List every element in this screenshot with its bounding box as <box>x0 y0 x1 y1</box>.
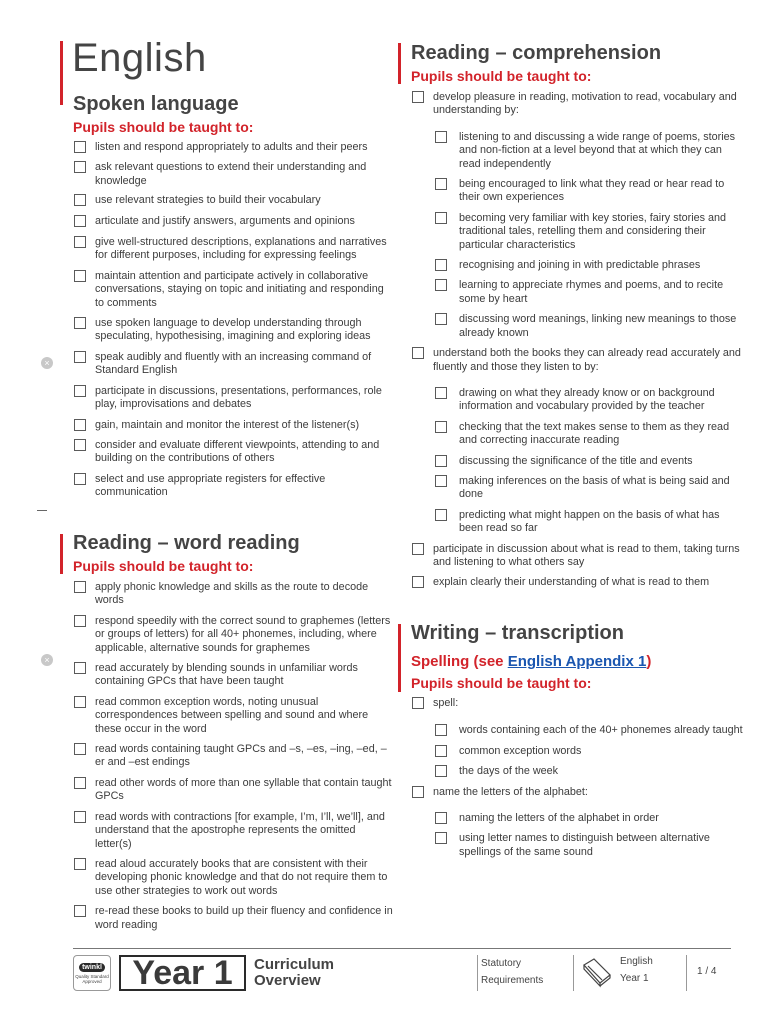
list-item: articulate and justify answers, arguments and opinions <box>60 215 395 228</box>
section-accent-bar <box>398 43 401 84</box>
list-item: being encouraged to link what they read or hear read to their own experiences <box>398 178 743 205</box>
logo-brand: twinkl <box>79 963 105 972</box>
list-item: words containing each of the 40+ phonemes already taught <box>398 724 743 737</box>
list-item: participate in discussion about what is read to them, taking turns and listening to what others say <box>398 543 743 570</box>
checkbox[interactable] <box>435 832 447 844</box>
checkbox[interactable] <box>412 543 424 555</box>
checkbox[interactable] <box>435 387 447 399</box>
subject-year-label: English Year 1 <box>620 956 653 984</box>
checkbox[interactable] <box>435 212 447 224</box>
footer-separator <box>477 955 478 991</box>
logo-tagline: Quality Standard Approved <box>75 973 109 984</box>
list-item: give well-structured descriptions, explanations and narratives for different purposes, including for expressing feelings <box>60 236 395 263</box>
checkbox[interactable] <box>435 178 447 190</box>
list-item: develop pleasure in reading, motivation to read, vocabulary and understanding by: <box>398 91 743 118</box>
checkbox[interactable] <box>435 812 447 824</box>
checkbox[interactable] <box>412 786 424 798</box>
list-item: speak audibly and fluently with an increasing command of Standard English <box>60 351 395 378</box>
section-accent-bar <box>60 41 63 105</box>
transcription-list <box>398 697 743 859</box>
spoken-language-heading: Spoken language <box>73 93 239 115</box>
list-item: consider and evaluate different viewpoints, attending to and building on the contributions of others <box>60 439 395 466</box>
comprehension-heading: Reading – comprehension <box>411 42 662 64</box>
year-badge: Year 1 <box>119 955 246 991</box>
list-item: apply phonic knowledge and skills as the route to decode words <box>60 581 395 608</box>
spoken-language-subheading: Pupils should be taught to: <box>73 119 254 135</box>
list-item: naming the letters of the alphabet in order <box>398 812 743 825</box>
checkbox[interactable] <box>74 581 86 593</box>
checkbox[interactable] <box>412 91 424 103</box>
transcription-subheading: Pupils should be taught to: <box>411 675 592 691</box>
checkbox[interactable] <box>435 279 447 291</box>
list-item: spell: <box>398 697 743 710</box>
footer-divider <box>73 948 731 949</box>
spelling-subheading: Spelling (see English Appendix 1) <box>411 653 652 670</box>
checkbox[interactable] <box>435 421 447 433</box>
list-item: maintain attention and participate actively in collaborative conversations, staying on topic and initiating and responding to comments <box>60 270 395 310</box>
word-reading-heading: Reading – word reading <box>73 532 300 554</box>
list-item: drawing on what they already know or on background information and vocabulary provided by the teacher <box>398 387 743 414</box>
checkbox[interactable] <box>74 419 86 431</box>
checkbox[interactable] <box>74 777 86 789</box>
checkbox[interactable] <box>412 697 424 709</box>
transcription-heading: Writing – transcription <box>411 622 624 644</box>
list-item: read words containing taught GPCs and –s, –es, –ing, –ed, –er and –est endings <box>60 743 395 770</box>
checkbox[interactable] <box>435 259 447 271</box>
statutory-requirements-label: Statutory Requirements <box>481 958 544 986</box>
list-item: re-read these books to build up their fluency and confidence in word reading <box>60 905 395 932</box>
document-title: English <box>72 36 207 80</box>
remove-icon[interactable]: × <box>41 654 53 666</box>
list-item: ask relevant questions to extend their understanding and knowledge <box>60 161 395 188</box>
checkbox[interactable] <box>74 696 86 708</box>
checkbox[interactable] <box>435 313 447 325</box>
book-icon <box>580 955 614 989</box>
word-reading-subheading: Pupils should be taught to: <box>73 558 254 574</box>
remove-icon[interactable]: × <box>41 357 53 369</box>
section-accent-bar <box>60 534 63 574</box>
footer-separator <box>573 955 574 991</box>
checkbox[interactable] <box>435 724 447 736</box>
list-item: discussing word meanings, linking new meanings to those already known <box>398 313 743 340</box>
footer-separator <box>686 955 687 991</box>
list-item: becoming very familiar with key stories, fairy stories and traditional tales, retelling them and considering their particular characteristics <box>398 212 743 252</box>
list-item: participate in discussions, presentations, performances, role play, improvisations and debates <box>60 385 395 412</box>
list-item: recognising and joining in with predictable phrases <box>398 259 743 272</box>
checkbox[interactable] <box>74 743 86 755</box>
checkbox[interactable] <box>74 161 86 173</box>
checkbox[interactable] <box>74 270 86 282</box>
list-item: select and use appropriate registers for effective communication <box>60 473 395 500</box>
word-reading-list <box>60 581 395 932</box>
list-item: listening to and discussing a wide range of poems, stories and non-fiction at a level beyond that at which they can read independently <box>398 131 743 171</box>
checkbox[interactable] <box>74 662 86 674</box>
checkbox[interactable] <box>435 475 447 487</box>
margin-dash <box>37 510 47 511</box>
list-item: understand both the books they can already read accurately and fluently and those they listen to by: <box>398 347 743 374</box>
twinkl-logo <box>73 955 111 991</box>
curriculum-overview-label: Curriculum Overview <box>254 956 335 989</box>
spoken-language-list <box>60 141 395 500</box>
list-item: common exception words <box>398 745 743 758</box>
list-item: read other words of more than one syllable that contain taught GPCs <box>60 777 395 804</box>
list-item: gain, maintain and monitor the interest of the listener(s) <box>60 419 395 432</box>
checkbox[interactable] <box>435 509 447 521</box>
checkbox[interactable] <box>74 215 86 227</box>
checkbox[interactable] <box>74 141 86 153</box>
checkbox[interactable] <box>412 576 424 588</box>
list-item: name the letters of the alphabet: <box>398 786 743 799</box>
checkbox[interactable] <box>74 439 86 451</box>
checkbox[interactable] <box>74 615 86 627</box>
checkbox[interactable] <box>74 385 86 397</box>
checkbox[interactable] <box>74 236 86 248</box>
list-item: use relevant strategies to build their vocabulary <box>60 194 395 207</box>
english-appendix-link[interactable]: English Appendix 1 <box>507 653 647 670</box>
list-item: checking that the text makes sense to them as they read and correcting inaccurate reading <box>398 421 743 448</box>
list-item: read words with contractions [for example, I’m, I’ll, we’ll], and understand that the apostrophe represents the omitted letter(s) <box>60 811 395 851</box>
page-number: 1 / 4 <box>697 966 717 977</box>
list-item: read common exception words, noting unusual correspondences between spelling and sound and where these occur in the word <box>60 696 395 736</box>
checkbox[interactable] <box>412 347 424 359</box>
checkbox[interactable] <box>435 131 447 143</box>
list-item: making inferences on the basis of what is being said and done <box>398 475 743 502</box>
checkbox[interactable] <box>74 811 86 823</box>
checkbox[interactable] <box>74 858 86 870</box>
checkbox[interactable] <box>74 905 86 917</box>
checkbox[interactable] <box>74 194 86 206</box>
list-item: respond speedily with the correct sound to graphemes (letters or groups of letters) for all 40+ phonemes, including, where applicable, alternative sounds for graphemes <box>60 615 395 655</box>
list-item: the days of the week <box>398 765 743 778</box>
list-item: listen and respond appropriately to adults and their peers <box>60 141 395 154</box>
checkbox[interactable] <box>74 473 86 485</box>
list-item: discussing the significance of the title and events <box>398 455 743 468</box>
list-item: using letter names to distinguish between alternative spellings of the same sound <box>398 832 743 859</box>
checkbox[interactable] <box>74 317 86 329</box>
comprehension-subheading: Pupils should be taught to: <box>411 68 592 84</box>
list-item: learning to appreciate rhymes and poems, and to recite some by heart <box>398 279 743 306</box>
checkbox[interactable] <box>435 745 447 757</box>
section-accent-bar <box>398 624 401 692</box>
list-item: use spoken language to develop understanding through speculating, hypothesising, imagining and exploring ideas <box>60 317 395 344</box>
comprehension-list <box>398 91 743 590</box>
checkbox[interactable] <box>74 351 86 363</box>
list-item: predicting what might happen on the basis of what has been read so far <box>398 509 743 536</box>
checkbox[interactable] <box>435 455 447 467</box>
list-item: read aloud accurately books that are consistent with their developing phonic knowledge and that do not require them to use other strategies to work out words <box>60 858 395 898</box>
list-item: explain clearly their understanding of what is read to them <box>398 576 743 589</box>
checkbox[interactable] <box>435 765 447 777</box>
list-item: read accurately by blending sounds in unfamiliar words containing GPCs that have been taught <box>60 662 395 689</box>
